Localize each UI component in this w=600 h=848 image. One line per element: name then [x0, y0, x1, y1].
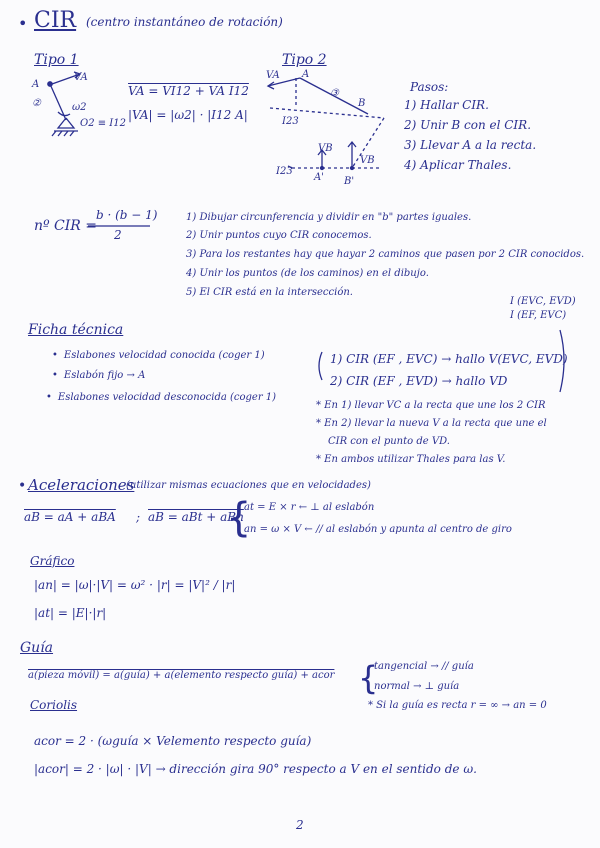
tipo2-label-bp: B' [344, 176, 355, 187]
ncir-step-2: 2) Unir puntos cuyo CIR conocemos. [186, 230, 372, 241]
acel-sep: ; [136, 510, 141, 524]
ficha-note-1: * En 1) llevar VC a la recta que une los 2 CIR [316, 400, 546, 411]
acel-case-1: at = E × r ← ⊥ al eslabón [244, 502, 375, 513]
tipo1-label-w2: ω2 [72, 102, 87, 113]
acel-sub: (utilizar mismas ecuaciones que en velocidades) [126, 480, 371, 491]
tipo2-label-va: VA [266, 70, 280, 81]
ficha-heading: Ficha técnica [28, 322, 124, 338]
guia-note: * Si la guía es recta r = ∞ → an = 0 [368, 700, 547, 711]
ficha-side-note-2: I (EF, EVC) [510, 310, 567, 321]
guia-brace: { [358, 659, 379, 697]
tipo2-label-ap: A' [314, 172, 324, 183]
tipo1-point-a [48, 82, 52, 86]
page-number: 2 [296, 818, 304, 832]
ficha-side-note-1: I (EVC, EVD) [510, 296, 576, 307]
tipo1-heading: Tipo 1 [34, 52, 79, 68]
tipo1-eq2: |VA| = |ω2| · |I12 A| [128, 108, 248, 122]
acel-case-2: an = ω × V ← // al eslabón y apunta al centro de giro [244, 524, 512, 535]
ficha-item-1: • Eslabones velocidad conocida (coger 1) [52, 350, 265, 361]
acel-brace: { [226, 495, 252, 541]
ficha-right-2: 2) CIR (EF , EVD) → hallo VD [330, 374, 508, 388]
coriolis-heading: Coriolis [30, 698, 78, 712]
ncir-step-5: 5) El CIR está en la intersección. [186, 287, 353, 298]
ficha-item-3: • Eslabones velocidad desconocida (coger 1) [46, 392, 276, 403]
ncir-step-1: 1) Dibujar circunferencia y dividir en "b" partes iguales. [186, 212, 472, 223]
coriolis-eq2: |acor| = 2 · |ω| · |V| → dirección gira 90° respecto a V en el sentido de ω. [34, 762, 477, 776]
pasos-item-4: 4) Aplicar Thales. [404, 158, 512, 172]
tipo2-label-vb2: VB [360, 155, 375, 166]
grafico-heading: Gráfico [30, 554, 75, 568]
ficha-item-2: • Eslabón fijo → A [52, 370, 145, 381]
guia-case-2: normal → ⊥ guía [374, 681, 460, 692]
page-subtitle: (centro instantáneo de rotación) [86, 15, 283, 29]
tipo1-label-o2: O2 ≡ I12 [80, 118, 126, 129]
acel-eq-split: aB = aBt + aBn [148, 510, 244, 524]
tipo1-va-arrow [52, 74, 80, 84]
ficha-left-bracket [319, 352, 322, 380]
pasos-item-2: 2) Unir B con el CIR. [404, 118, 532, 132]
ncir-numerator: b · (b − 1) [96, 208, 158, 222]
tipo1-omega-arc [58, 112, 70, 116]
pasos-item-3: 3) Llevar A a la recta. [404, 138, 537, 152]
coriolis-eq1: acor = 2 · (ωguía × Velemento respecto guía) [34, 734, 312, 748]
title-bullet: • [18, 14, 28, 33]
ncir-step-3: 3) Para los restantes hay que hayar 2 caminos que pasen por 2 CIR conocidos. [186, 249, 585, 260]
guia-case-1: tangencial → // guía [374, 661, 474, 672]
ficha-right-1: 1) CIR (EF , EVC) → hallo V(EVC, EVD) [330, 352, 568, 366]
tipo2-label-a: A [302, 69, 310, 80]
tipo2-label-b: B [358, 98, 366, 109]
ficha-note-4: * En ambos utilizar Thales para las V. [316, 454, 506, 465]
acel-eq-main: aB = aA + aBA [24, 510, 116, 524]
tipo1-eq1: VA = VI12 + VA I12 [128, 84, 249, 98]
ficha-note-3: CIR con el punto de VD. [328, 436, 450, 447]
page-title: CIR [34, 8, 77, 33]
tipo2-link [300, 78, 368, 114]
ncir-denominator: 2 [114, 228, 122, 242]
tipo1-link [50, 84, 66, 120]
pasos-title: Pasos: [410, 80, 449, 94]
tipo2-label-i23: I23 [282, 116, 299, 127]
tipo2-label-vb: VB [318, 143, 333, 154]
tipo2-label-three: ③ [330, 88, 339, 99]
grafico-eq1: |an| = |ω|·|V| = ω² · |r| = |V|² / |r| [34, 578, 236, 592]
acel-bullet: • [18, 478, 27, 494]
ncir-step-4: 4) Unir los puntos (de los caminos) en el dibujo. [186, 268, 429, 279]
tipo1-label-a: A [32, 79, 40, 90]
guia-heading: Guía [20, 640, 54, 656]
guia-eq: a(pieza móvil) = a(guía) + a(elemento respecto guía) + acor [28, 670, 335, 681]
ncir-lhs: nº CIR = [34, 218, 98, 234]
pasos-item-1: 1) Hallar CIR. [404, 98, 489, 112]
ficha-note-2: * En 2) llevar la nueva V a la recta que une el [316, 418, 547, 429]
tipo1-label-two: ② [32, 98, 41, 109]
tipo1-label-va: VA [74, 72, 88, 83]
tipo2-label-i23b: I23 [276, 166, 293, 177]
tipo2-va-arrow [268, 78, 300, 86]
acel-heading: Aceleraciones [28, 476, 135, 494]
grafico-eq2: |at| = |E|·|r| [34, 606, 107, 620]
tipo2-heading: Tipo 2 [282, 52, 327, 68]
